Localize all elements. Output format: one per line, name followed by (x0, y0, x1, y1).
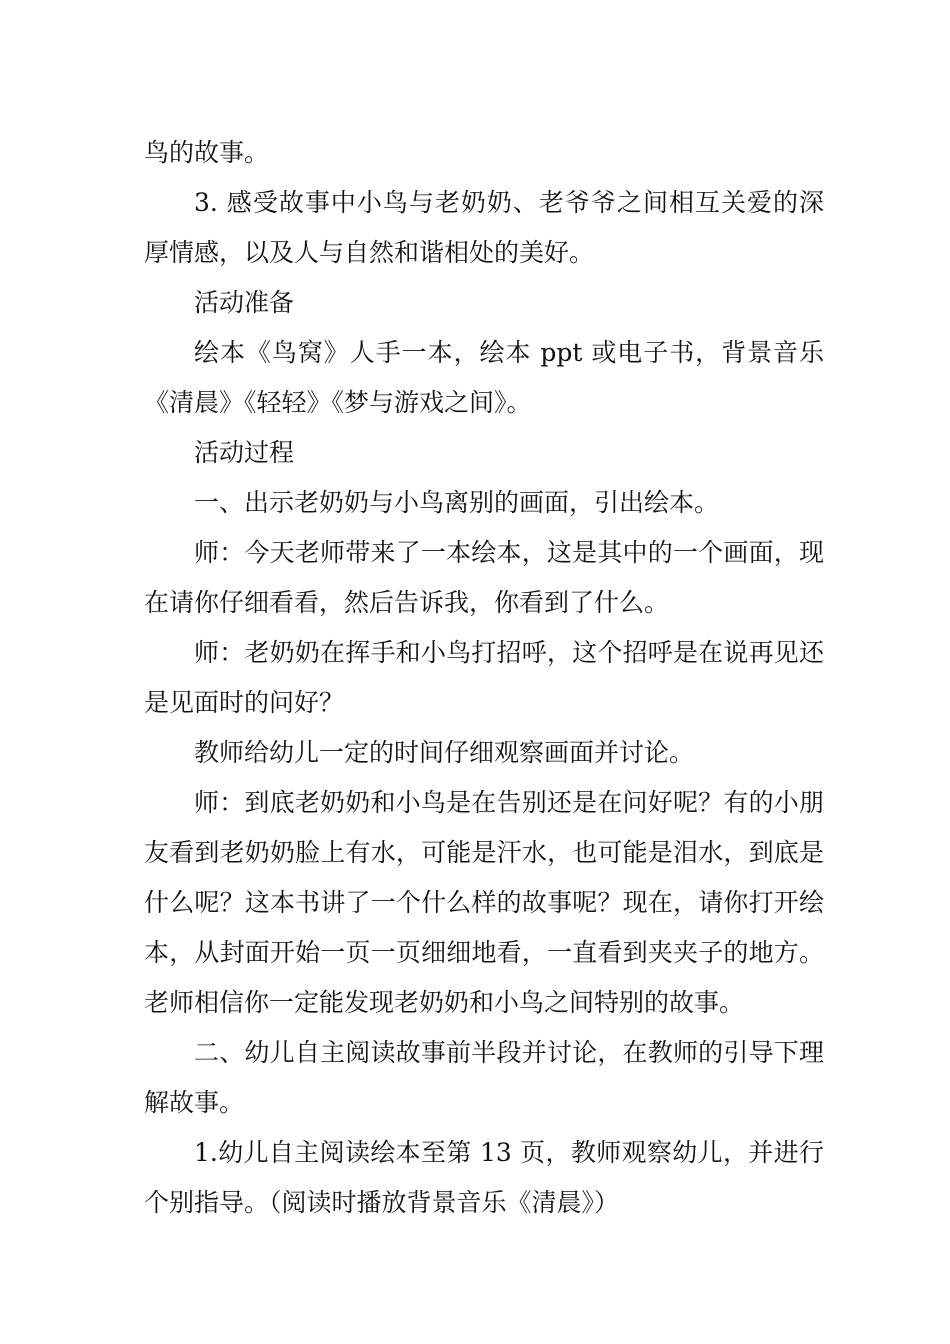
paragraph-teacher-line-1: 师：今天老师带来了一本绘本，这是其中的一个画面，现在请你仔细看看，然后告诉我，你看到了什么。 (144, 538, 824, 617)
paragraph-step-2-heading: 二、幼儿自主阅读故事前半段并讨论，在教师的引导下理解故事。 (144, 1038, 824, 1117)
paragraph-continuation: 鸟的故事。 (144, 138, 270, 167)
document-body (144, 128, 824, 1228)
paragraph-teacher-line-2: 师：老奶奶在挥手和小鸟打招呼，这个招呼是在说再见还是见面时的问好？ (144, 638, 824, 717)
paragraph-preparation-materials: 绘本《鸟窝》人手一本，绘本 ppt 或电子书，背景音乐《清晨》《轻轻》《梦与游戏之间》。 (144, 338, 824, 417)
section-heading-process: 活动过程 (194, 438, 295, 467)
paragraph-goal-3: 3. 感受故事中小鸟与老奶奶、老爷爷之间相互关爱的深厚情感，以及人与自然和谐相处的美好。 (144, 188, 824, 267)
paragraph-step-1-heading: 一、出示老奶奶与小鸟离别的画面，引出绘本。 (194, 488, 720, 517)
paragraph-teacher-line-3: 师：到底老奶奶和小鸟是在告别还是在问好呢？有的小朋友看到老奶奶脸上有水，可能是汗水，也可能是泪水，到底是什么呢？这本书讲了一个什么样的故事呢？现在，请你打开绘本，从封面开始一页一页细细地看，一直看到夹夹子的地方。老师相信你一定能发现老奶奶和小鸟之间特别的故事。 (144, 788, 824, 1017)
section-heading-preparation: 活动准备 (194, 288, 295, 317)
paragraph-teacher-action: 教师给幼儿一定的时间仔细观察画面并讨论。 (194, 738, 695, 767)
paragraph-step-2-item-1: 1.幼儿自主阅读绘本至第 13 页，教师观察幼儿，并进行个别指导。（阅读时播放背景音乐《清晨》） (144, 1138, 824, 1217)
